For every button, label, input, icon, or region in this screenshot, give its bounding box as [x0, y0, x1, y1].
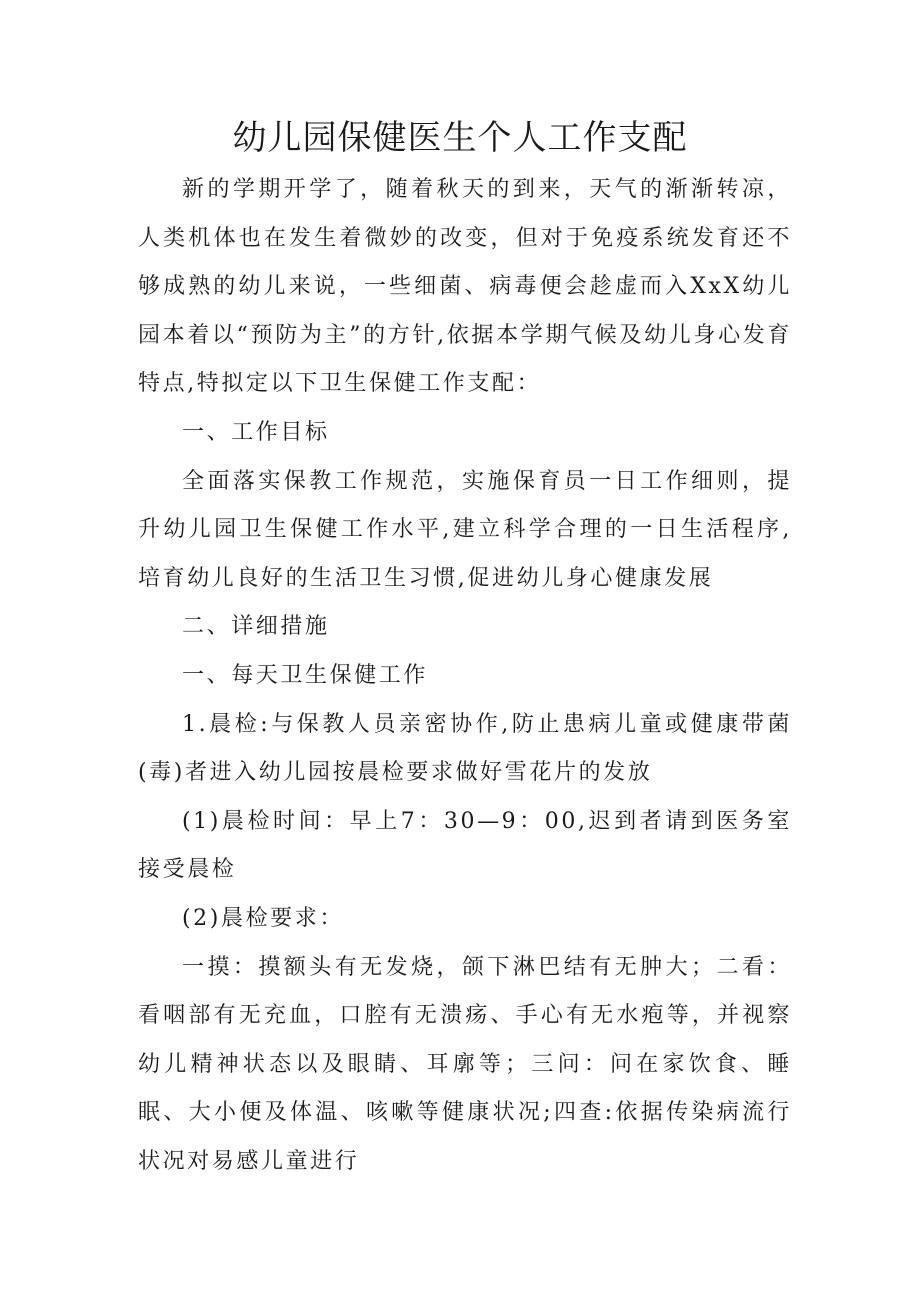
morning-check-time-paragraph: (1)晨检时间：早上7：30—9：00,迟到者请到医务室接受晨检: [138, 808, 792, 883]
document-body: [138, 166, 792, 1186]
goals-paragraph: 全面落实保教工作规范，实施保育员一日工作细则，提升幼儿园卫生保健工作水平,建立科学合理的一日生活程序,培育幼儿良好的生活卫生习惯,促进幼儿身心健康发展: [138, 468, 792, 591]
morning-check-paragraph: 1.晨检:与保教人员亲密协作,防止患病儿童或健康带菌(毒)者进入幼儿园按晨检要求做好雪花片的发放: [138, 711, 792, 786]
section-heading-goals: 一、工作目标: [182, 419, 330, 445]
section-heading-measures: 二、详细措施: [182, 614, 330, 640]
morning-check-requirements-heading: (2)晨检要求：: [182, 905, 344, 931]
intro-paragraph: 新的学期开学了，随着秋天的到来，天气的渐渐转凉，人类机体也在发生着微妙的改变，但对于免疫系统发育还不够成熟的幼儿来说，一些细菌、病毒便会趁虚而入XxX幼儿园本着以“预防为主”的方针,依据本学期气候及幼儿身心发育特点,特拟定以下卫生保健工作支配：: [138, 177, 792, 397]
morning-check-requirements-paragraph: 一摸：摸额头有无发烧，颌下淋巴结有无肿大；二看：看咽部有无充血，口腔有无溃疡、手心有无水疱等，并视察幼儿精神状态以及眼睛、耳廓等；三问：问在家饮食、睡眠、大小便及体温、咳嗽等健康状况;四查:依据传染病流行状况对易感儿童进行: [138, 954, 792, 1174]
subsection-heading-daily-work: 一、每天卫生保健工作: [182, 662, 429, 688]
document-title: 幼儿园保健医生个人工作支配: [232, 118, 688, 158]
